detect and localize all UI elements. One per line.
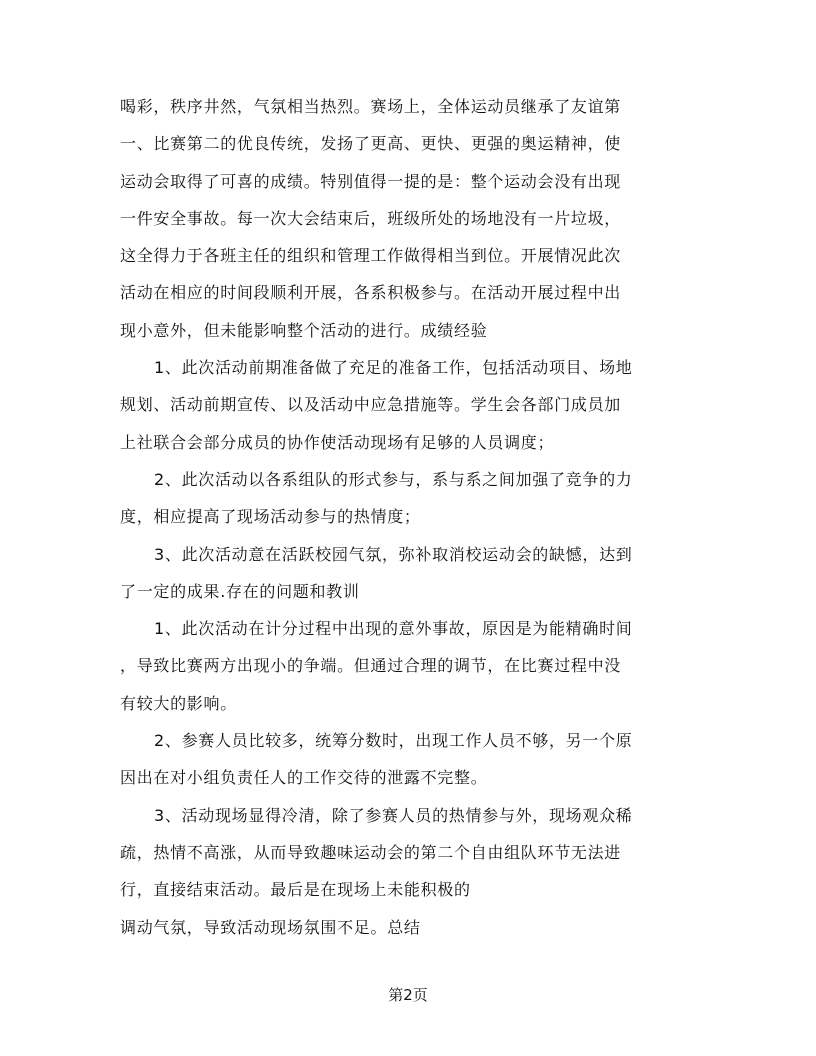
text-line: 现小意外，但未能影响整个活动的进行。成绩经验 [120,320,488,340]
text-line: 上社联合会部分成员的协作使活动现场有足够的人员调度； [120,432,555,452]
text-line: 度，相应提高了现场活动参与的热情度； [120,507,421,527]
text-line: 一件安全事故。每一次大会结束后，班级所处的场地没有一片垃圾， [120,208,622,228]
body-text [120,88,702,946]
text-line: 活动在相应的时间段顺利开展，各系积极参与。在活动开展过程中出 [120,283,622,303]
text-line: 了一定的成果.存在的问题和教训 [120,581,360,601]
text-line: 调动气氛，导致活动现场氛围不足。总结 [120,917,421,937]
paragraph-start-line: 3、活动现场显得冷清，除了参赛人员的热情参与外，现场观众稀 [154,805,633,825]
paragraph-start-line: 2、此次活动以各系组队的形式参与，系与系之间加强了竞争的力 [154,469,633,489]
text-line: 这全得力于各班主任的组织和管理工作做得相当到位。开展情况此次 [120,246,622,266]
paragraph-start-line: 1、此次活动前期准备做了充足的准备工作，包括活动项目、场地 [154,358,633,378]
text-line: 规划、活动前期宣传、以及活动中应急措施等。学生会各部门成员加 [120,395,622,415]
paragraph-start-line: 1、此次活动在计分过程中出现的意外事故，原因是为能精确时间 [154,619,633,639]
text-line: 行，直接结束活动。最后是在现场上未能积极的 [120,880,471,900]
text-line: 有较大的影响。 [120,693,237,713]
text-line: ，导致比赛两方出现小的争端。但通过合理的调节，在比赛过程中没 [120,656,622,676]
paragraph-start-line: 2、参赛人员比较多，统筹分数时，出现工作人员不够，另一个原 [154,731,633,751]
text-line: 一、比赛第二的优良传统，发扬了更高、更快、更强的奥运精神，使 [120,134,622,154]
text-line: 因出在对小组负责任人的工作交待的泄露不完整。 [120,768,488,788]
text-line: 喝彩，秩序井然，气氛相当热烈。赛场上，全体运动员继承了友谊第 [120,97,622,116]
text-line: 疏，热情不高涨，从而导致趣味运动会的第二个自由组队环节无法进 [120,842,622,862]
page-number: 第2页 [388,986,428,1004]
paragraph-start-line: 3、此次活动意在活跃校园气氛，弥补取消校运动会的缺憾，达到 [154,544,633,564]
text-line: 运动会取得了可喜的成绩。特别值得一提的是：整个运动会没有出现 [120,171,622,191]
